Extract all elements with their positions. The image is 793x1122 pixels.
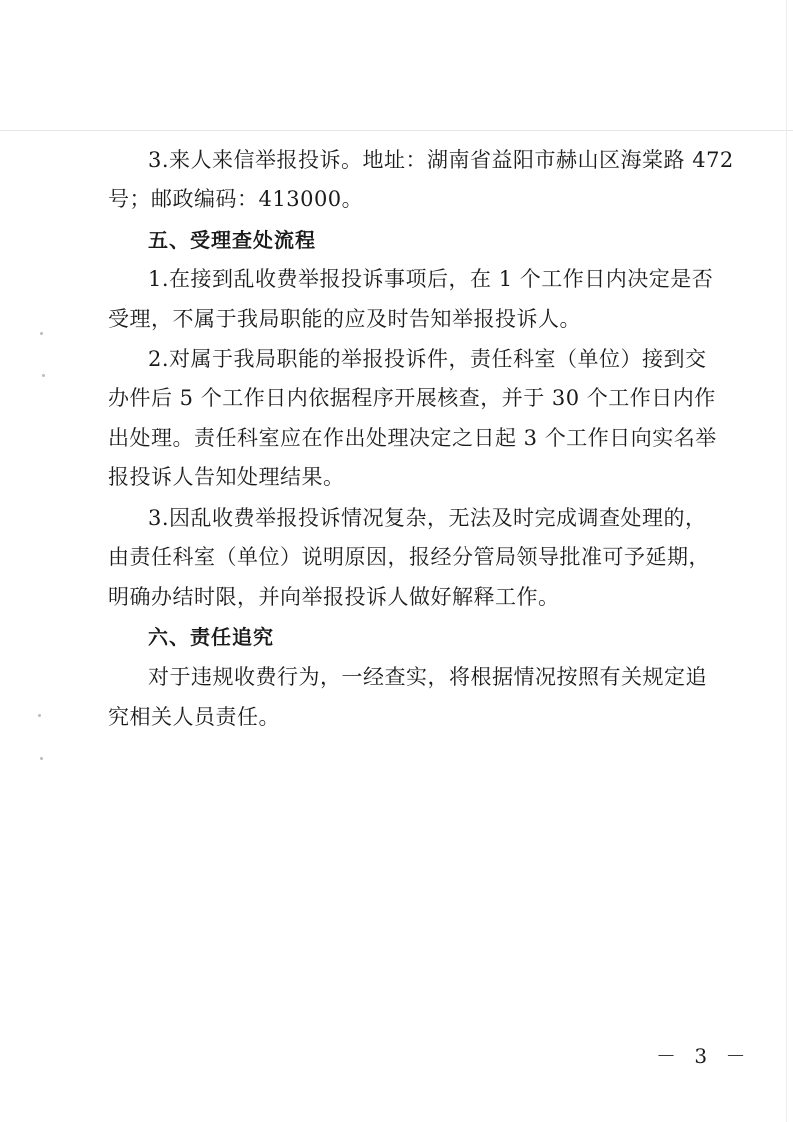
page-edge: [786, 0, 787, 1122]
paragraph-line: 出处理。责任科室应在作出处理决定之日起 3 个工作日向实名举: [108, 426, 717, 450]
scan-divider: [0, 130, 793, 131]
paragraph-line: 3.来人来信举报投诉。地址：湖南省益阳市赫山区海棠路 472: [148, 148, 734, 172]
scan-speck: [38, 714, 41, 717]
page-number: － 3 －: [656, 1044, 752, 1068]
paragraph-line: 对于违规收费行为，一经查实，将根据情况按照有关规定追: [148, 665, 707, 689]
paragraph-line: 明确办结时限，并向举报投诉人做好解释工作。: [108, 585, 560, 609]
section-heading: 五、受理查处流程: [148, 228, 316, 252]
paragraph-line: 1.在接到乱收费举报投诉事项后，在 1 个工作日内决定是否: [148, 267, 714, 291]
scan-speck: [42, 374, 45, 377]
paragraph-line: 报投诉人告知处理结果。: [108, 465, 345, 489]
paragraph-line: 由责任科室（单位）说明原因，报经分管局领导批准可予延期，: [108, 545, 710, 569]
paragraph-line: 号；邮政编码：413000。: [108, 187, 364, 211]
section-heading: 六、责任追究: [148, 625, 274, 649]
paragraph-line: 2.对属于我局职能的举报投诉件，责任科室（单位）接到交: [148, 347, 707, 371]
scan-speck: [40, 332, 43, 335]
paragraph-line: 3.因乱收费举报投诉情况复杂，无法及时完成调查处理的，: [148, 506, 707, 530]
paragraph-line: 受理，不属于我局职能的应及时告知举报投诉人。: [108, 307, 581, 331]
paragraph-line: 办件后 5 个工作日内依据程序开展核查，并于 30 个工作日内作: [108, 386, 716, 410]
paragraph-line: 究相关人员责任。: [108, 705, 280, 729]
scan-speck: [40, 757, 43, 760]
